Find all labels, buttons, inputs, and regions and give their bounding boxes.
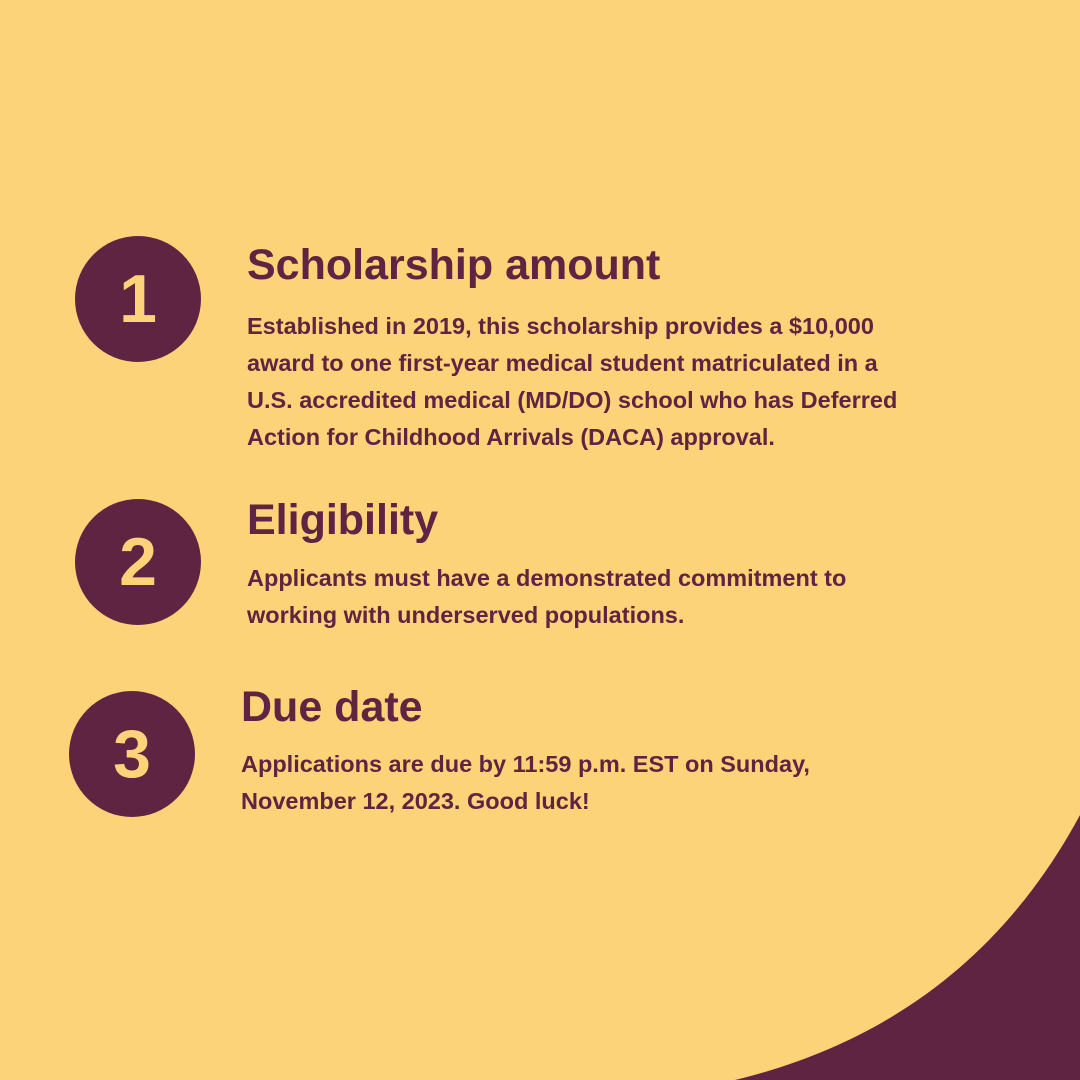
description-line: Action for Childhood Arrivals (DACA) approval.: [247, 424, 775, 450]
step-description: [247, 560, 846, 634]
step-number-badge: 2: [75, 499, 201, 625]
description-line: Established in 2019, this scholarship provides a $10,000: [247, 313, 874, 339]
description-line: Applications are due by 11:59 p.m. EST on Sunday,: [241, 751, 810, 777]
step-heading: Eligibility: [247, 496, 439, 544]
description-line: U.S. accredited medical (MD/DO) school who has Deferred: [247, 387, 898, 413]
step-heading: Due date: [241, 683, 423, 731]
step-heading: Scholarship amount: [247, 241, 661, 289]
step-number-badge: 1: [75, 236, 201, 362]
description-line: working with underserved populations.: [247, 602, 685, 628]
step-description: [247, 308, 897, 456]
description-line: Applicants must have a demonstrated commitment to: [247, 565, 847, 591]
description-line: November 12, 2023. Good luck!: [241, 788, 590, 814]
step-number-badge: 3: [69, 691, 195, 817]
step-description: [241, 746, 810, 820]
description-line: award to one first-year medical student matriculated in a: [247, 350, 878, 376]
